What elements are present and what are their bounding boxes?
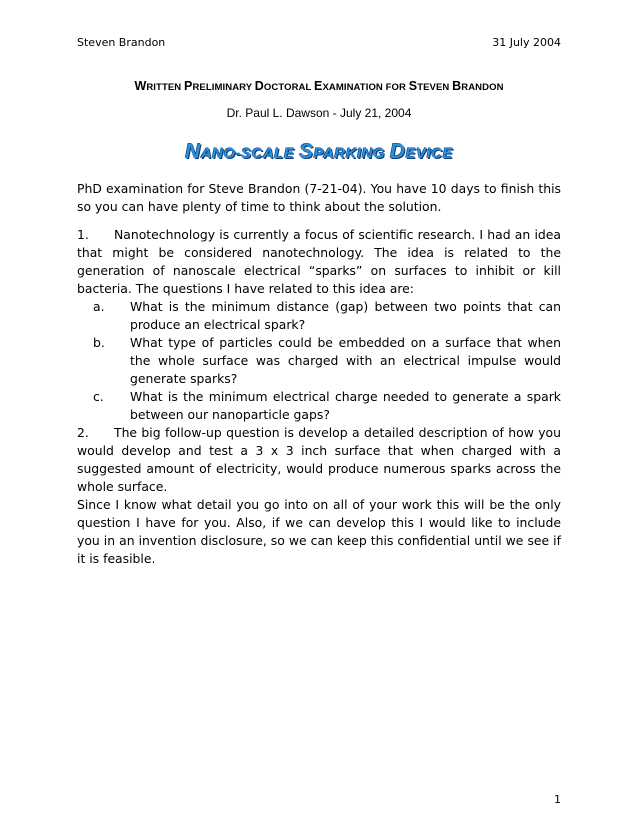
title-word: RANDON <box>461 82 504 93</box>
title-cap: P <box>184 79 193 93</box>
title-cap: S <box>408 79 418 93</box>
device-title <box>0 140 638 164</box>
title-word: XAMINATION FOR <box>322 82 406 93</box>
question-1-paragraph <box>77 226 561 298</box>
list-marker: b. <box>93 335 105 350</box>
question-2-number: 2. <box>77 425 89 440</box>
list-marker: a. <box>93 299 105 314</box>
title-cap: W <box>134 79 147 93</box>
header-date: 31 July 2004 <box>492 36 561 49</box>
device-title-cap: S <box>299 140 314 163</box>
title-word: OCTORAL <box>263 82 312 93</box>
page-number: 1 <box>554 793 561 806</box>
title-cap: B <box>452 79 462 93</box>
examiner-line: Dr. Paul L. Dawson - July 21, 2004 <box>226 106 412 120</box>
list-item-text: What type of particles could be embedded on a surface that when the whole surface was charged with an electrical impulse would generate sparks? <box>130 335 561 386</box>
list-marker: c. <box>93 389 104 404</box>
list-item <box>93 298 561 334</box>
device-title-cap: N <box>185 140 201 163</box>
closing-paragraph: Since I know what detail you go into on all of your work this will be the only question I have for you. Also, if we can develop this I would like to include you in an invention disclosure, so we can keep this confidential until we see if it is feasible. <box>77 497 561 566</box>
list-item <box>93 334 561 388</box>
question-1-text: Nanotechnology is currently a focus of scientific research. I had an idea that might be considered nanotechnology. The idea is related to the generation of nanoscale electrical “sparks” on surfaces to inhibit or kill bacteria. The questions I have related to this idea are: <box>77 227 561 296</box>
list-item <box>93 388 561 424</box>
question-1-number: 1. <box>77 227 89 242</box>
header-author: Steven Brandon <box>77 36 166 49</box>
intro-paragraph: PhD examination for Steve Brandon (7-21-04). You have 10 days to finish this so you can have plenty of time to think about the solution. <box>77 181 561 214</box>
device-title-cap: D <box>389 140 406 163</box>
title-word: RITTEN <box>146 82 182 93</box>
device-title-word: ANO-SCALE <box>200 145 295 162</box>
list-item-text: What is the minimum electrical charge needed to generate a spark between our nanoparticle gaps? <box>130 389 561 422</box>
exam-title <box>0 79 638 93</box>
sub-question-list <box>77 298 561 424</box>
list-item-text: What is the minimum distance (gap) between two points that can produce an electrical spark? <box>130 299 561 332</box>
title-cap: D <box>254 79 264 93</box>
title-word: RELIMINARY <box>192 82 253 93</box>
question-2-text: The big follow-up question is develop a detailed description of how you would develop and test a 3 x 3 inch surface that when charged with a suggested amount of electricity, would produce numerous sparks across the whole surface. <box>77 425 561 494</box>
device-title-word: EVICE <box>405 145 453 162</box>
title-word: TEVEN <box>417 82 450 93</box>
title-cap: E <box>314 79 323 93</box>
device-title-word: PARKING <box>313 145 386 162</box>
question-2-paragraph <box>77 424 561 496</box>
